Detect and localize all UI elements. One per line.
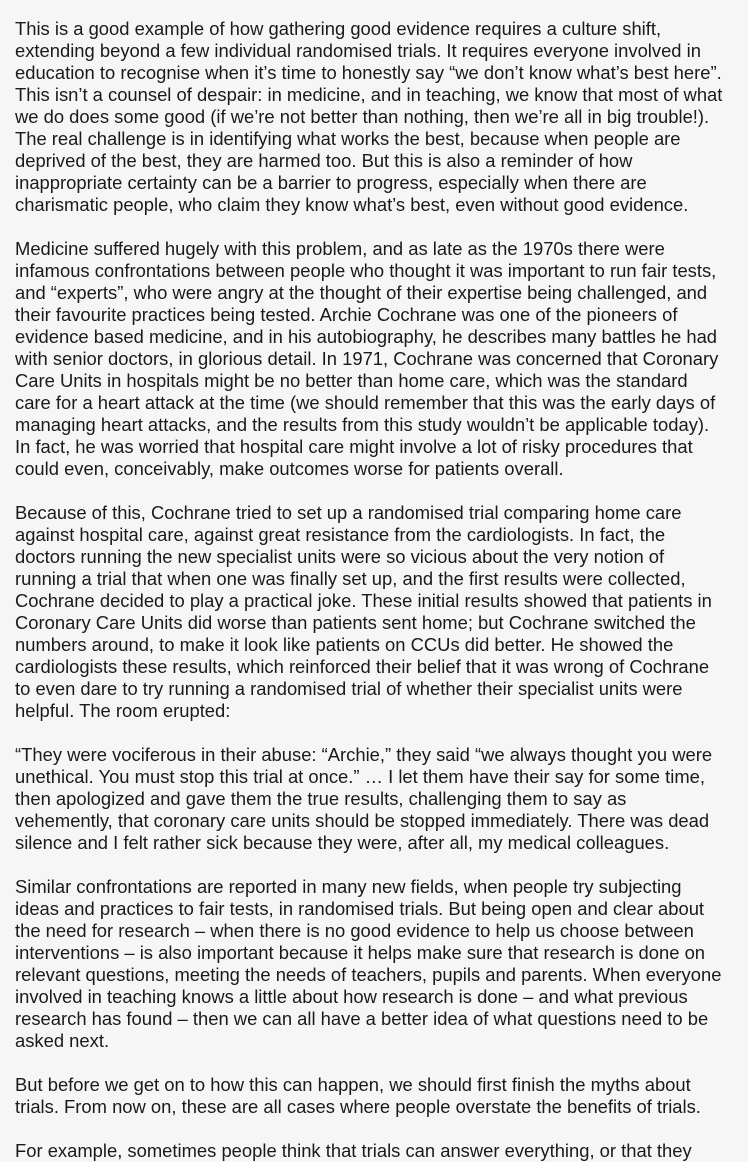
paragraph-medicine-confrontations: Medicine suffered hugely with this problem, and as late as the 1970s there were infamous confrontations between people who thought it was important to run fair tests, and “experts”, who were angry at the thought of their expertise being challenged, and their favourite practices being tested. Archie Cochrane was one of the pioneers of evidence based medicine, and in his autobiography, he describes many battles he had with senior doctors, in glorious detail. In 1971, Cochrane was concerned that Coronary Care Units in hospitals might be no better than home care, which was the standard care for a heart attack at the time (we should remember that this was the early days of managing heart attacks, and the results from this study wouldn’t be applicable today). In fact, he was worried that hospital care might involve a lot of risky procedures that could even, conceivably, make outcomes worse for patients overall. <box>15 238 719 479</box>
paragraph-cochrane-trial: Because of this, Cochrane tried to set up a randomised trial comparing home care against hospital care, against great resistance from the cardiologists. In fact, the doctors running the new specialist units were so vicious about the very notion of running a trial that when one was finally set up, and the first results were collected, Cochrane decided to play a practical joke. These initial results showed that patients in Coronary Care Units did worse than patients sent home; but Cochrane switched the numbers around, to make it look like patients on CCUs did better. He showed the cardiologists these results, which reinforced their belief that it was wrong of Cochrane to even dare to try running a randomised trial of whether their specialist units were helpful. The room erupted: <box>15 502 712 721</box>
paragraph-similar-confrontations: Similar confrontations are reported in many new fields, when people try subjecting ideas and practices to fair tests, in randomised trials. But being open and clear about the need for research – when there is no good evidence to help us choose between interventions – is also important because it helps make sure that research is done on relevant questions, meeting the needs of teachers, pupils and parents. When everyone involved in teaching knows a little about how research is done – and what previous research has found – then we can all have a better idea of what questions need to be asked next. <box>15 876 722 1051</box>
paragraph-cochrane-quote: “They were vociferous in their abuse: “Archie,” they said “we always thought you were unethical. You must stop this trial at once.” … I let them have their say for some time, then apologized and gave them the true results, challenging them to say as vehemently, that coronary care units should be stopped immediately. There was dead silence and I felt rather sick because they were, after all, my medical colleagues. <box>15 744 713 853</box>
paragraph-trials-answer-everything: For example, sometimes people think that trials can answer everything, or that they <box>15 1140 692 1161</box>
paragraph-myths-about-trials: But before we get on to how this can happen, we should first finish the myths about trials. From now on, these are all cases where people overstate the benefits of trials. <box>15 1074 701 1117</box>
paragraph-culture-shift: This is a good example of how gathering good evidence requires a culture shift, extending beyond a few individual randomised trials. It requires everyone involved in education to recognise when it’s time to honestly say “we don’t know what’s best here”. This isn’t a counsel of despair: in medicine, and in teaching, we know that most of what we do does some good (if we’re not better than nothing, then we’re all in big trouble!). The real challenge is in identifying what works the best, because when people are deprived of the best, they are harmed too. But this is also a reminder of how inappropriate certainty can be a barrier to progress, especially when there are charismatic people, who claim they know what’s best, even without good evidence. <box>15 18 723 215</box>
